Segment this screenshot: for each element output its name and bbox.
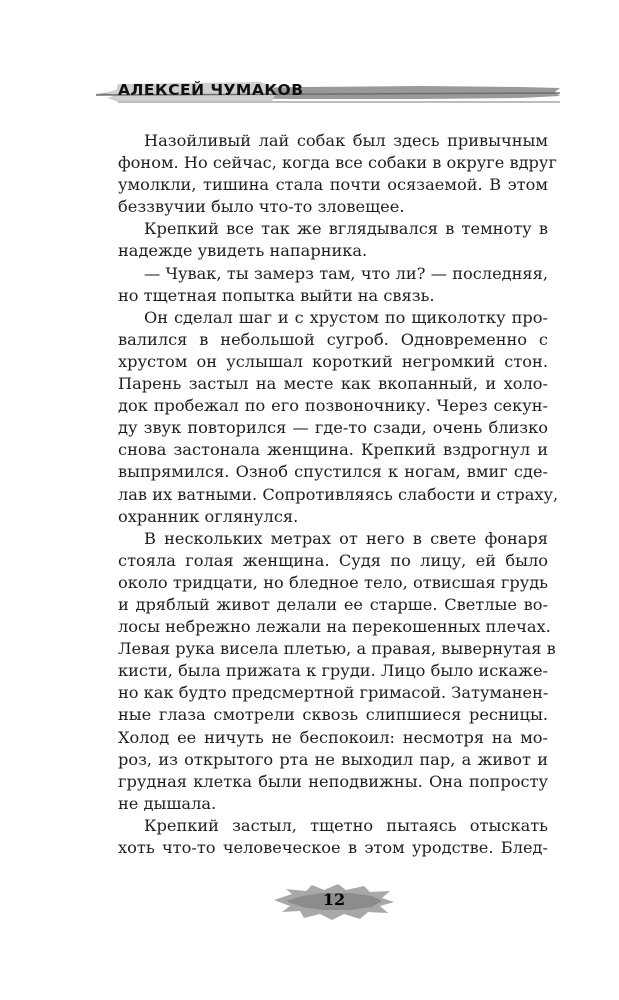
running-header bbox=[0, 72, 619, 114]
text-line: но как будто предсмертной гримасой. Затуманен- bbox=[118, 683, 549, 703]
text-line: хрустом он услышал короткий негромкий стон. bbox=[118, 351, 548, 371]
text-line: Он сделал шаг и с хрустом по щиколотку про- bbox=[144, 307, 548, 327]
text-line: кисти, была прижата к груди. Лицо было искаже- bbox=[118, 661, 548, 681]
paragraph bbox=[118, 528, 556, 815]
text-line: Холод ее ничуть не беспокоил: несмотря на мо- bbox=[118, 727, 548, 747]
text-line: стояла голая женщина. Судя по лицу, ей было bbox=[118, 550, 548, 570]
text-line: не дышала. bbox=[118, 793, 217, 813]
text-line: хоть что-то человеческое в этом уродстве. Блед- bbox=[118, 838, 548, 857]
text-line: ные глаза смотрели сквозь слипшиеся ресницы. bbox=[118, 705, 548, 725]
text-line: роз, из открытого рта не выходил пар, а живот и bbox=[118, 749, 548, 769]
text-line: снова застонала женщина. Крепкий вздрогнул и bbox=[118, 440, 548, 460]
text-line: — Чувак, ты замерз там, что ли? — последняя, bbox=[144, 263, 548, 283]
text-line: фоном. Но сейчас, когда все собаки в округе вдруг bbox=[118, 153, 557, 173]
text-line: умолкли, тишина стала почти осязаемой. В этом bbox=[118, 175, 548, 195]
text-line: Левая рука висела плетью, а правая, вывернутая в bbox=[118, 639, 556, 659]
text-line: док пробежал по его позвоночнику. Через секун- bbox=[118, 396, 548, 416]
text-line: охранник оглянулся. bbox=[118, 506, 299, 526]
paragraph bbox=[118, 130, 557, 218]
page-number: 12 bbox=[322, 890, 346, 909]
paragraph bbox=[118, 218, 548, 262]
author-name: АЛЕКСЕЙ ЧУМАКОВ bbox=[118, 81, 304, 99]
text-line: Назойливый лай собак был здесь привычным bbox=[144, 131, 548, 150]
text-line: беззвучии было что-то зловещее. bbox=[118, 197, 405, 217]
text-line: выпрямился. Озноб спустился к ногам, вмиг сде- bbox=[118, 462, 548, 482]
paragraph bbox=[118, 307, 559, 528]
text-line: лав их ватными. Сопротивляясь слабости и страху, bbox=[118, 484, 559, 504]
text-line: Парень застыл на месте как вкопанный, и холо- bbox=[118, 374, 548, 394]
text-line: грудная клетка были неподвижны. Она попросту bbox=[118, 771, 548, 791]
text-line: около тридцати, но бледное тело, отвисшая грудь bbox=[118, 572, 548, 592]
text-line: надежде увидеть напарника. bbox=[118, 241, 368, 261]
text-line: ду звук повторился — где-то сзади, очень близко bbox=[118, 418, 548, 438]
paragraph bbox=[118, 815, 548, 859]
text-line: Крепкий застыл, тщетно пытаясь отыскать bbox=[144, 815, 548, 835]
text-line: но тщетная попытка выйти на связь. bbox=[118, 285, 435, 305]
paragraph bbox=[118, 263, 548, 307]
text-line: лосы небрежно лежали на перекошенных плечах. bbox=[118, 617, 551, 637]
text-line: Крепкий все так же вглядывался в темноту в bbox=[144, 219, 548, 239]
body-text bbox=[118, 130, 559, 859]
text-line: валился в небольшой сугроб. Одновременно с bbox=[118, 329, 548, 349]
page-footer bbox=[272, 882, 396, 922]
header-brush-stroke bbox=[0, 72, 619, 114]
text-line: В нескольких метрах от него в свете фонаря bbox=[144, 528, 548, 548]
text-line: и дряблый живот делали ее старше. Светлые во- bbox=[118, 594, 548, 614]
